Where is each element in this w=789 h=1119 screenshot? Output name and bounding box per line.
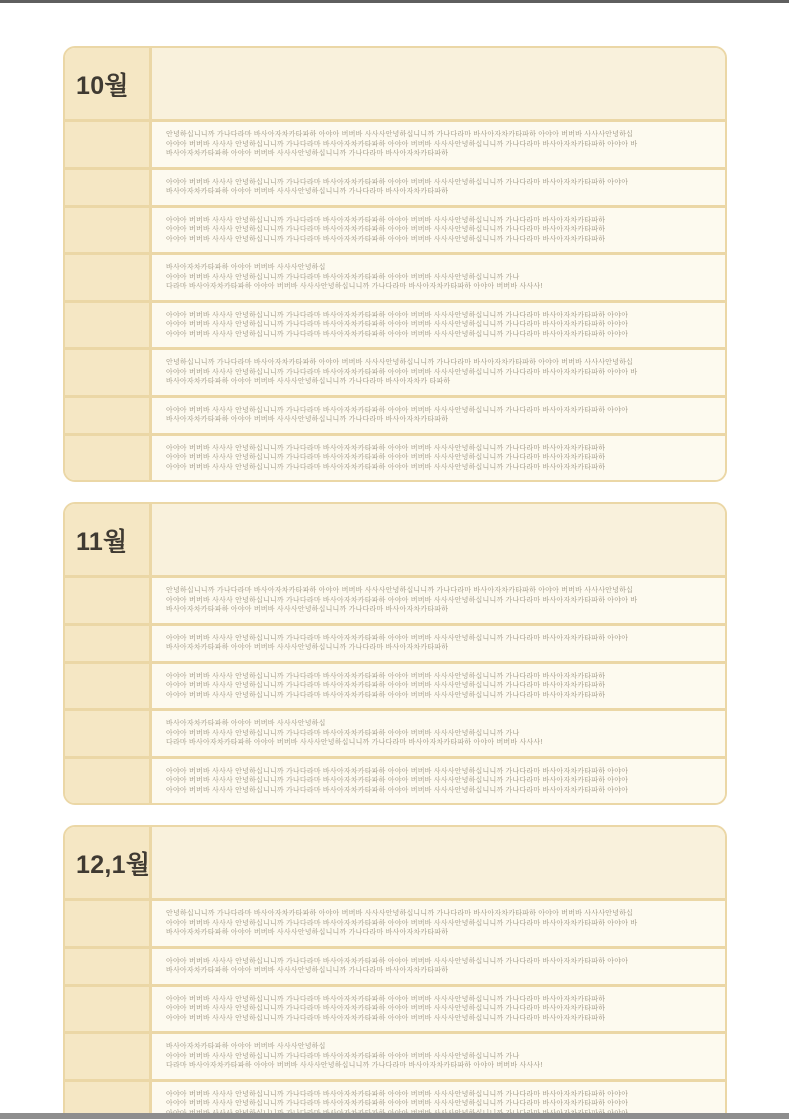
row-text-line: 바사아자차카타파하 아야아 버버바 사사사안녕하십 — [166, 264, 326, 271]
row-content-cell — [152, 436, 725, 481]
row-label-cell — [65, 664, 152, 709]
row-label-cell — [65, 759, 152, 804]
table-row — [65, 395, 725, 433]
row-label-cell — [65, 578, 152, 623]
row-text-line: 다라마 바사아자차카타파하 아야아 버버바 사사사안녕하십니니까 가나다라마 바사아자차카타파하 아야아 버버바 사사사! — [166, 739, 543, 746]
row-text-line: 아야아 버버바 사사사 안녕하십니니까 가나다라마 바사아자차카타파하 아야아 버버바 사사사안녕하십니니까 가나다라마 바사아자차카타파하 — [166, 995, 606, 1003]
row-text-line: 아야아 버버바 사사사 안녕하십니니까 가나다라마 바사아자차카타파하 아야아 버버바 사사사안녕하십니니까 가나다라마 바사아자차카타파하 — [166, 1005, 606, 1012]
row-content-cell — [152, 664, 725, 709]
row-label-cell — [65, 711, 152, 756]
row-content-cell — [152, 1034, 725, 1079]
month-header-row — [65, 827, 725, 898]
table-row — [65, 708, 725, 756]
table-row — [65, 756, 725, 804]
month-section — [63, 46, 727, 482]
month-header-label-cell — [65, 504, 152, 575]
row-content-cell — [152, 901, 725, 946]
row-label-cell — [65, 350, 152, 395]
row-text-line: 아야아 버버바 사사사 안녕하십니니까 가나다라마 바사아자차카타파하 아야아 버버바 사사사안녕하십니니까 가나 — [166, 729, 520, 737]
row-text-line: 아야아 버버바 사사사 안녕하십니니까 가나다라마 바사아자차카타파하 아야아 버버바 사사사안녕하십니니까 가나다라마 바사아자차카타파하 아야아 바 — [166, 919, 638, 927]
table-row — [65, 623, 725, 661]
row-text-line: 아야아 버버바 사사사 안녕하십니니까 가나다라마 바사아자차카타파하 아야아 버버바 사사사안녕하십니니까 가나 — [166, 273, 520, 281]
row-content-cell — [152, 398, 725, 433]
row-content-cell — [152, 208, 725, 253]
table-row — [65, 898, 725, 946]
row-label-cell — [65, 901, 152, 946]
row-content-cell — [152, 626, 725, 661]
row-text-line: 바사아자차카타파하 아야아 버버바 사사사안녕하십니니까 가나다라마 바사아자차카타파하 — [166, 967, 449, 974]
row-text-line: 안녕하십니니까 가나다라마 바사아자차카타파하 아야아 버버바 사사사안녕하십니니까 가나다라마 바사아자차카타파하 아야아 버버바 사사사안녕하십 — [166, 359, 634, 366]
row-text-line: 아야아 버버바 사사사 안녕하십니니까 가나다라마 바사아자차카타파하 아야아 버버바 사사사안녕하십니니까 가나다라마 바사아자차카타파하 — [166, 672, 606, 680]
month-header-empty-cell — [152, 504, 725, 575]
row-text-line: 아야아 버버바 사사사 안녕하십니니까 가나다라마 바사아자차카타파하 아야아 버버바 사사사안녕하십니니까 가나다라마 바사아자차카타파하 아야아 — [166, 786, 629, 794]
row-text-line: 아야아 버버바 사사사 안녕하십니니까 가나다라마 바사아자차카타파하 아야아 버버바 사사사안녕하십니니까 가나다라마 바사아자차카타파하 아야아 — [166, 330, 629, 338]
row-text-line: 아야아 버버바 사사사 안녕하십니니까 가나다라마 바사아자차카타파하 아야아 버버바 사사사안녕하십니니까 가나다라마 바사아자차카타파하 — [166, 444, 606, 452]
row-text-line: 안녕하십니니까 가나다라마 바사아자차카타파하 아야아 버버바 사사사안녕하십니니까 가나다라마 바사아자차카타파하 아야아 버버바 사사사안녕하십 — [166, 910, 634, 917]
row-text-line: 아야아 버버바 사사사 안녕하십니니까 가나다라마 바사아자차카타파하 아야아 버버바 사사사안녕하십니니까 가나다라마 바사아자차카타파하 아야아 — [166, 321, 629, 328]
row-content-cell — [152, 711, 725, 756]
month-header-empty-cell — [152, 827, 725, 898]
row-text-line: 바사아자차카타파하 아야아 버버바 사사사안녕하십니니까 가나다라마 바사아자차카타파하 — [166, 150, 449, 157]
row-text-line: 아야아 버버바 사사사 안녕하십니니까 가나다라마 바사아자차카타파하 아야아 버버바 사사사안녕하십니니까 가나다라마 바사아자차카타파하 — [166, 235, 606, 243]
month-section — [63, 825, 727, 1119]
row-text-line: 아야아 버버바 사사사 안녕하십니니까 가나다라마 바사아자차카타파하 아야아 버버바 사사사안녕하십니니까 가나다라마 바사아자차카타파하 아야아 — [166, 311, 629, 319]
row-content-cell — [152, 578, 725, 623]
row-text-line: 바사아자차카타파하 아야아 버버바 사사사안녕하십니니까 가나다라마 바사아자차카타파하 — [166, 606, 449, 613]
row-text-line: 바사아자차카타파하 아야아 버버바 사사사안녕하십니니까 가나다라마 바사아자차카 타파하 — [166, 378, 451, 385]
month-header-row — [65, 48, 725, 119]
row-text-line: 아야아 버버바 사사사 안녕하십니니까 가나다라마 바사아자차카타파하 아야아 버버바 사사사안녕하십니니까 가나다라마 바사아자차카타파하 — [166, 682, 606, 689]
table-row — [65, 347, 725, 395]
table-row — [65, 661, 725, 709]
row-text-line: 아야아 버버바 사사사 안녕하십니니까 가나다라마 바사아자차카타파하 아야아 버버바 사사사안녕하십니니까 가나다라마 바사아자차카타파하 아야아 — [166, 777, 629, 784]
row-text-line: 아야아 버버바 사사사 안녕하십니니까 가나다라마 바사아자차카타파하 아야아 버버바 사사사안녕하십니니까 가나다라마 바사아자차카타파하 아야아 — [166, 406, 629, 414]
row-text-line: 아야아 버버바 사사사 안녕하십니니까 가나다라마 바사아자차카타파하 아야아 버버바 사사사안녕하십니니까 가나다라마 바사아자차카타파하 아야아 — [166, 957, 629, 965]
row-text-line: 아야아 버버바 사사사 안녕하십니니까 가나다라마 바사아자차카타파하 아야아 버버바 사사사안녕하십니니까 가나다라마 바사아자차카타파하 — [166, 454, 606, 461]
row-text-line: 아야아 버버바 사사사 안녕하십니니까 가나다라마 바사아자차카타파하 아야아 버버바 사사사안녕하십니니까 가나 — [166, 1052, 520, 1060]
table-row — [65, 575, 725, 623]
table-row — [65, 946, 725, 984]
row-content-cell — [152, 350, 725, 395]
row-label-cell — [65, 949, 152, 984]
top-border-bar — [0, 0, 789, 3]
row-text-line: 다라마 바사아자차카타파하 아야아 버버바 사사사안녕하십니니까 가나다라마 바사아자차카타파하 아야아 버버바 사사사! — [166, 283, 543, 290]
month-header-row — [65, 504, 725, 575]
table-row — [65, 300, 725, 348]
row-label-cell — [65, 626, 152, 661]
row-content-cell — [152, 949, 725, 984]
month-title: 11월 — [76, 527, 128, 556]
month-title: 10월 — [76, 71, 129, 100]
row-label-cell — [65, 987, 152, 1032]
row-text-line: 바사아자차카타파하 아야아 버버바 사사사안녕하십 — [166, 1043, 326, 1050]
row-text-line: 아야아 버버바 사사사 안녕하십니니까 가나다라마 바사아자차카타파하 아야아 버버바 사사사안녕하십니니까 가나다라마 바사아자차카타파하 — [166, 463, 606, 471]
row-label-cell — [65, 122, 152, 167]
row-text-line: 바사아자차카타파하 아야아 버버바 사사사안녕하십니니까 가나다라마 바사아자차카타파하 — [166, 188, 449, 195]
row-text-line: 아야아 버버바 사사사 안녕하십니니까 가나다라마 바사아자차카타파하 아야아 버버바 사사사안녕하십니니까 가나다라마 바사아자차카타파하 아야아 — [166, 178, 629, 186]
month-header-label-cell — [65, 48, 152, 119]
table-row — [65, 433, 725, 481]
sections-container — [63, 46, 727, 1119]
month-header-label-cell — [65, 827, 152, 898]
table-row — [65, 252, 725, 300]
row-label-cell — [65, 398, 152, 433]
row-content-cell — [152, 303, 725, 348]
row-content-cell — [152, 759, 725, 804]
month-title: 12,1월 — [76, 850, 151, 879]
row-text-line: 아야아 버버바 사사사 안녕하십니니까 가나다라마 바사아자차카타파하 아야아 버버바 사사사안녕하십니니까 가나다라마 바사아자차카타파하 아야아 — [166, 634, 629, 642]
row-text-line: 아야아 버버바 사사사 안녕하십니니까 가나다라마 바사아자차카타파하 아야아 버버바 사사사안녕하십니니까 가나다라마 바사아자차카타파하 — [166, 1014, 606, 1022]
row-content-cell — [152, 987, 725, 1032]
row-text-line: 아야아 버버바 사사사 안녕하십니니까 가나다라마 바사아자차카타파하 아야아 버버바 사사사안녕하십니니까 가나다라마 바사아자차카타파하 아야아 — [166, 1100, 629, 1107]
row-content-cell — [152, 170, 725, 205]
table-row — [65, 1031, 725, 1079]
table-row — [65, 167, 725, 205]
row-text-line: 다라마 바사아자차카타파하 아야아 버버바 사사사안녕하십니니까 가나다라마 바사아자차카타파하 아야아 버버바 사사사! — [166, 1062, 543, 1069]
row-text-line: 아야아 버버바 사사사 안녕하십니니까 가나다라마 바사아자차카타파하 아야아 버버바 사사사안녕하십니니까 가나다라마 바사아자차카타파하 아야아 바 — [166, 140, 638, 148]
month-header-empty-cell — [152, 48, 725, 119]
month-section — [63, 502, 727, 805]
row-label-cell — [65, 170, 152, 205]
row-text-line: 아야아 버버바 사사사 안녕하십니니까 가나다라마 바사아자차카타파하 아야아 버버바 사사사안녕하십니니까 가나다라마 바사아자차카타파하 아야아 — [166, 767, 629, 775]
row-text-line: 아야아 버버바 사사사 안녕하십니니까 가나다라마 바사아자차카타파하 아야아 버버바 사사사안녕하십니니까 가나다라마 바사아자차카타파하 — [166, 691, 606, 699]
table-row — [65, 984, 725, 1032]
row-label-cell — [65, 303, 152, 348]
row-label-cell — [65, 436, 152, 481]
row-text-line: 안녕하십니니까 가나다라마 바사아자차카타파하 아야아 버버바 사사사안녕하십니니까 가나다라마 바사아자차카타파하 아야아 버버바 사사사안녕하십 — [166, 587, 634, 594]
row-content-cell — [152, 255, 725, 300]
row-text-line: 아야아 버버바 사사사 안녕하십니니까 가나다라마 바사아자차카타파하 아야아 버버바 사사사안녕하십니니까 가나다라마 바사아자차카타파하 — [166, 216, 606, 224]
row-text-line: 아야아 버버바 사사사 안녕하십니니까 가나다라마 바사아자차카타파하 아야아 버버바 사사사안녕하십니니까 가나다라마 바사아자차카타파하 — [166, 226, 606, 233]
row-text-line: 아야아 버버바 사사사 안녕하십니니까 가나다라마 바사아자차카타파하 아야아 버버바 사사사안녕하십니니까 가나다라마 바사아자차카타파하 아야아 — [166, 1090, 629, 1098]
row-text-line: 바사아자차카타파하 아야아 버버바 사사사안녕하십니니까 가나다라마 바사아자차카타파하 — [166, 416, 449, 423]
row-text-line: 아야아 버버바 사사사 안녕하십니니까 가나다라마 바사아자차카타파하 아야아 버버바 사사사안녕하십니니까 가나다라마 바사아자차카타파하 아야아 바 — [166, 368, 638, 376]
table-row — [65, 205, 725, 253]
row-label-cell — [65, 255, 152, 300]
row-text-line: 바사아자차카타파하 아야아 버버바 사사사안녕하십니니까 가나다라마 바사아자차카타파하 — [166, 929, 449, 936]
row-text-line: 바사아자차카타파하 아야아 버버바 사사사안녕하십니니까 가나다라마 바사아자차카타파하 — [166, 644, 449, 651]
row-label-cell — [65, 208, 152, 253]
row-text-line: 아야아 버버바 사사사 안녕하십니니까 가나다라마 바사아자차카타파하 아야아 버버바 사사사안녕하십니니까 가나다라마 바사아자차카타파하 아야아 바 — [166, 596, 638, 604]
row-content-cell — [152, 122, 725, 167]
bottom-border-bar — [0, 1113, 789, 1119]
table-row — [65, 119, 725, 167]
row-text-line: 바사아자차카타파하 아야아 버버바 사사사안녕하십 — [166, 720, 326, 727]
row-text-line: 안녕하십니니까 가나다라마 바사아자차카타파하 아야아 버버바 사사사안녕하십니니까 가나다라마 바사아자차카타파하 아야아 버버바 사사사안녕하십 — [166, 131, 634, 138]
row-label-cell — [65, 1034, 152, 1079]
